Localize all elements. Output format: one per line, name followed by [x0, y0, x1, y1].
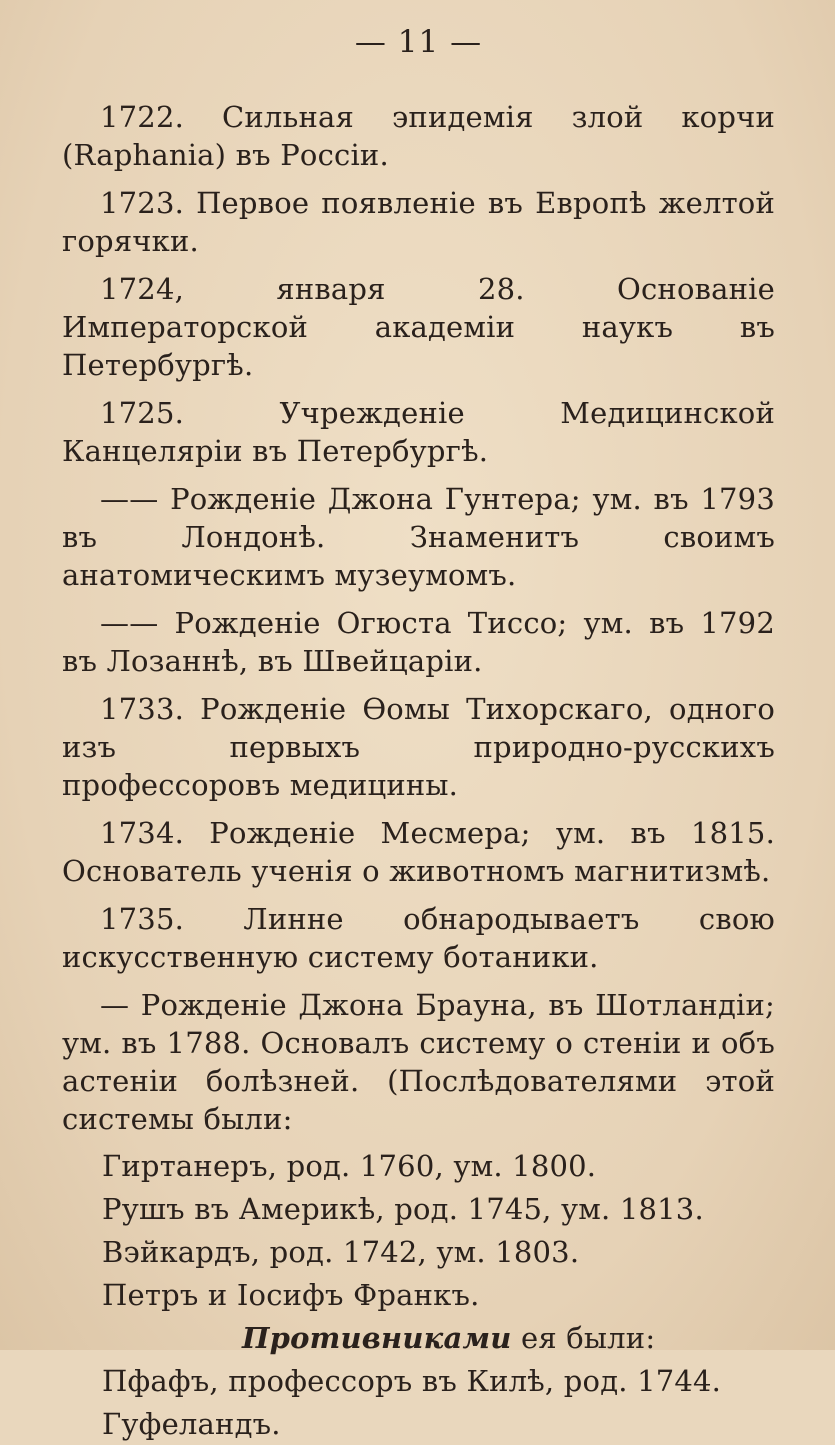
entry-1722: 1722. Сильная эпидемія злой корчи (Raphania) въ Россіи. — [62, 100, 775, 172]
followers-list — [62, 1146, 775, 1316]
list-item: Петръ и Іосифъ Франкъ. — [102, 1278, 480, 1312]
opponents-heading — [242, 1318, 775, 1359]
opponents-heading-rest: ея были: — [511, 1321, 656, 1355]
opponents-list — [62, 1361, 775, 1445]
list-item: Пфафъ, профессоръ въ Килѣ, род. 1744. — [102, 1364, 722, 1398]
page-number: — 11 — — [354, 24, 483, 60]
entry-1734: 1734. Рожденіе Месмера; ум. въ 1815. Основатель ученія о животномъ магнитизмѣ. — [62, 816, 775, 888]
list-item: Вэйкардъ, род. 1742, ум. 1803. — [102, 1235, 580, 1269]
list-item: Гиртанеръ, род. 1760, ум. 1800. — [102, 1149, 597, 1183]
entry-brown: — Рожденіе Джона Брауна, въ Шотландіи; ум. въ 1788. Основалъ систему о стеніи и объ астеніи болѣзней. (Послѣдователями этой системы были: — [62, 988, 775, 1136]
list-item: Рушъ въ Америкѣ, род. 1745, ум. 1813. — [102, 1192, 704, 1226]
entry-1733: 1733. Рожденіе Ѳомы Тихорскаго, одного изъ первыхъ природно-русскихъ профессоровъ медицины. — [62, 692, 775, 802]
entry-tissot: —— Рожденіе Огюста Тиссо; ум. въ 1792 въ Лозаннѣ, въ Швейцаріи. — [62, 606, 775, 678]
entry-1725: 1725. Учрежденіе Медицинской Канцеляріи въ Петербургѣ. — [62, 396, 775, 468]
entry-1735: 1735. Линне обнародываетъ свою искусственную систему ботаники. — [62, 902, 775, 974]
entry-hunter: —— Рожденіе Джона Гунтера; ум. въ 1793 въ Лондонѣ. Знаменитъ своимъ анатомическимъ музеумомъ. — [62, 482, 775, 592]
entry-1724: 1724, января 28. Основаніе Императорской академіи наукъ въ Петербургѣ. — [62, 272, 775, 382]
list-item: Гуфеландъ. — [102, 1407, 281, 1441]
opponents-heading-emphasis: Противниками — [242, 1321, 512, 1355]
entry-1723: 1723. Первое появленіе въ Европѣ желтой горячки. — [62, 186, 775, 258]
